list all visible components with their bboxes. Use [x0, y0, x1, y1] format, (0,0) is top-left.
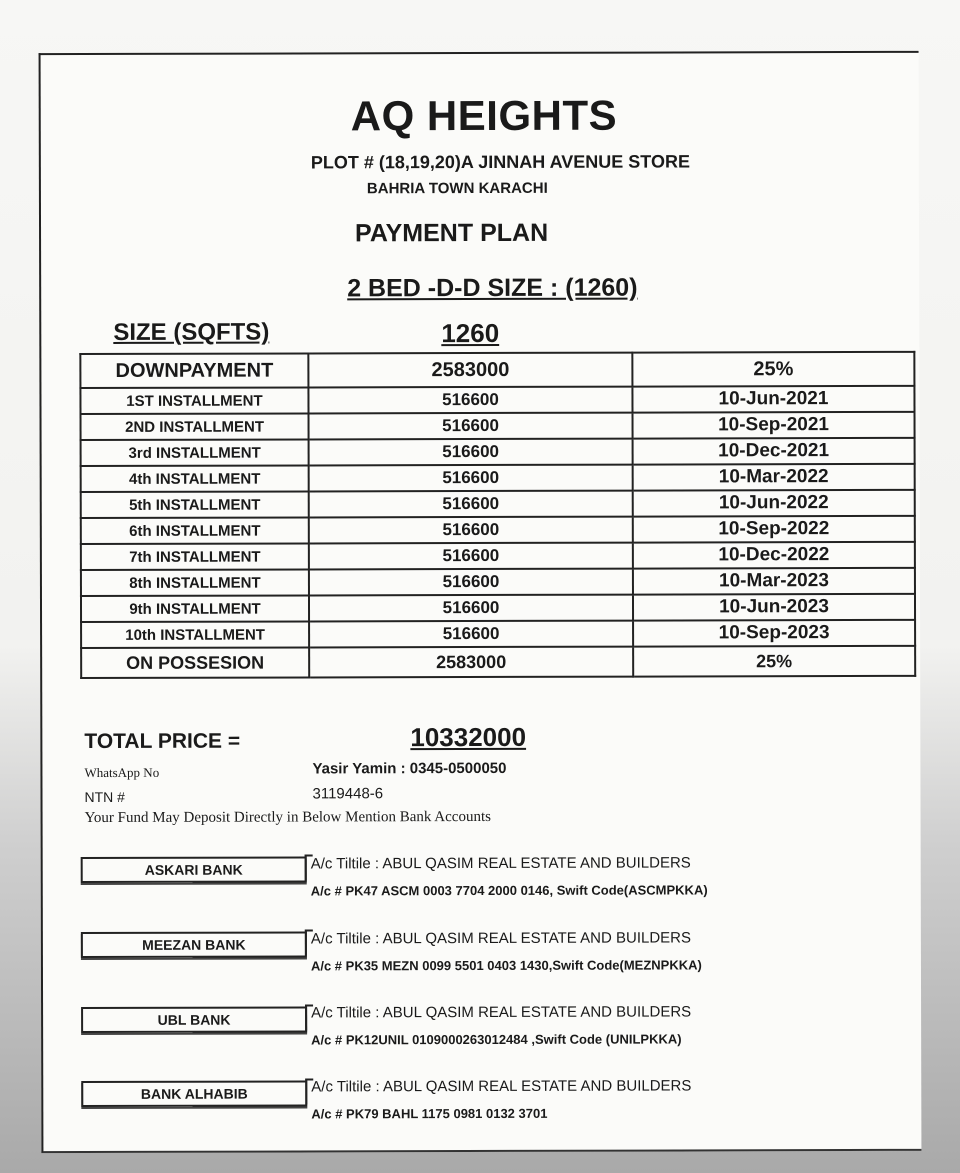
whatsapp-label: WhatsApp No [84, 764, 160, 781]
account-title: A/c Tiltile : ABUL QASIM REAL ESTATE AND BUILDERS [310, 929, 692, 948]
bank-name-alhabib: BANK ALHABIB [81, 1080, 307, 1107]
row-amount: 516600 [309, 543, 633, 570]
row-due: 10-Sep-2023 [633, 620, 915, 647]
deposit-note: Your Fund May Deposit Directly in Below Mention Bank Accounts [84, 808, 491, 827]
table-row [81, 490, 915, 518]
row-amount: 2583000 [309, 647, 633, 678]
payment-schedule-table [79, 351, 916, 679]
row-due: 10-Sep-2022 [633, 516, 915, 543]
row-label: ON POSSESION [81, 647, 309, 678]
account-number: A/c # PK47 ASCM 0003 7704 2000 0146, Swift Code(ASCMPKKA) [310, 882, 708, 899]
table-row [81, 412, 915, 440]
whatsapp-value: Yasir Yamin : 0345-0500050 [312, 759, 507, 778]
ntn-label: NTN # [84, 788, 125, 806]
row-label: 5th INSTALLMENT [81, 491, 309, 518]
table-row [81, 464, 915, 492]
bank-name-meezan: MEEZAN BANK [81, 931, 307, 958]
row-due: 10-Jun-2023 [633, 594, 915, 621]
total-price-value: 10332000 [410, 721, 527, 753]
row-label: 4th INSTALLMENT [81, 465, 309, 492]
row-label: 3rd INSTALLMENT [81, 439, 309, 466]
table-row [80, 352, 914, 388]
account-title: A/c Tiltile : ABUL QASIM REAL ESTATE AND BUILDERS [311, 1077, 692, 1096]
size-label: SIZE (SQFTS) [113, 318, 270, 346]
row-amount: 516600 [309, 569, 633, 596]
size-value: 1260 [441, 317, 500, 349]
town-name: BAHRIA TOWN KARACHI [366, 179, 548, 198]
row-amount: 516600 [309, 517, 633, 544]
row-due: 10-Dec-2022 [633, 542, 915, 569]
row-label: 9th INSTALLMENT [81, 595, 309, 622]
row-due: 10-Mar-2022 [633, 464, 915, 491]
row-label: 6th INSTALLMENT [81, 517, 309, 544]
table-row [81, 594, 915, 622]
row-label: 7th INSTALLMENT [81, 543, 309, 570]
row-label: DOWNPAYMENT [80, 353, 308, 388]
document-page [39, 51, 922, 1153]
row-label: 8th INSTALLMENT [81, 569, 309, 596]
row-amount: 2583000 [308, 353, 632, 388]
account-title: A/c Tiltile : ABUL QASIM REAL ESTATE AND BUILDERS [310, 854, 691, 873]
row-amount: 516600 [308, 387, 632, 414]
row-amount: 516600 [309, 439, 633, 466]
row-due: 25% [633, 646, 915, 677]
row-label: 10th INSTALLMENT [81, 621, 309, 648]
ntn-value: 3119448-6 [312, 785, 384, 803]
account-number: A/c # PK35 MEZN 0099 5501 0403 1430,Swift Code(MEZNPKKA) [310, 957, 702, 974]
table-row [81, 438, 915, 466]
row-due: 25% [632, 352, 914, 387]
row-label: 1ST INSTALLMENT [80, 387, 308, 414]
table-row [80, 386, 914, 414]
row-amount: 516600 [309, 465, 633, 492]
payment-plan-heading: PAYMENT PLAN [354, 218, 549, 248]
row-amount: 516600 [309, 621, 633, 648]
table-row [81, 516, 915, 544]
table-row [81, 568, 915, 596]
row-amount: 516600 [309, 595, 633, 622]
row-due: 10-Dec-2021 [633, 438, 915, 465]
row-due: 10-Jun-2021 [632, 386, 914, 413]
total-price-label: TOTAL PRICE = [84, 729, 241, 754]
plot-address: PLOT # (18,19,20)A JINNAH AVENUE STORE [310, 151, 690, 173]
table-row [81, 620, 915, 648]
row-due: 10-Jun-2022 [633, 490, 915, 517]
row-due: 10-Mar-2023 [633, 568, 915, 595]
bank-name-askari: ASKARI BANK [81, 856, 307, 883]
account-number: A/c # PK79 BAHL 1175 0981 0132 3701 [311, 1105, 548, 1122]
row-amount: 516600 [309, 491, 633, 518]
project-title: AQ HEIGHTS [350, 91, 618, 140]
account-title: A/c Tiltile : ABUL QASIM REAL ESTATE AND BUILDERS [311, 1003, 692, 1022]
table-row [81, 646, 915, 678]
row-due: 10-Sep-2021 [633, 412, 915, 439]
row-amount: 516600 [309, 413, 633, 440]
unit-type-heading: 2 BED -D-D SIZE : (1260) [347, 273, 638, 303]
table-row [81, 542, 915, 570]
bank-name-ubl: UBL BANK [81, 1006, 307, 1033]
row-label: 2ND INSTALLMENT [81, 413, 309, 440]
account-number: A/c # PK12UNIL 0109000263012484 ,Swift Code (UNILPKKA) [311, 1031, 682, 1048]
